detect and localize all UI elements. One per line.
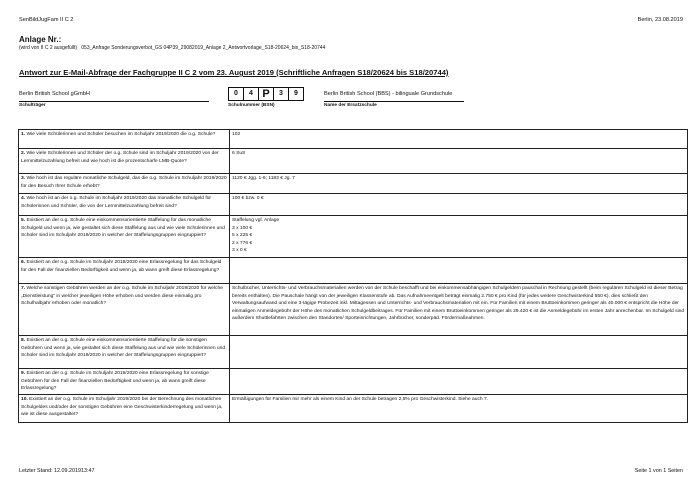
question-text: Existiert an der o.g. Schule eine einkommensorientierte Staffelung für das monatliche Schulgeld und wenn ja, wie gestaltet sich diese Staffelung aus und wie viele Schülerinnen und Schüler sind im Schuljahr 2019/2020 in welcher der Staffelungsgruppen eingruppiert? bbox=[21, 218, 225, 239]
schulnummer-digit: 3 bbox=[273, 87, 289, 101]
table-row bbox=[19, 395, 688, 423]
answer-cell: 6 SuS bbox=[230, 149, 688, 174]
schulnummer-boxes bbox=[228, 87, 303, 101]
question-text: Welche sonstigen Gebühren werden an der o.g. Schule im Schuljahr 2019/2020 für welche „Dienstleistung“ in welcher jeweiligen Höhe erhoben und werden diese einmalig pro Schulhalbjahr erhoben oder monatlich? bbox=[21, 286, 223, 307]
table-row bbox=[19, 336, 688, 369]
question-text: Wie viele Schülerinnen und Schüler der o.g. Schule sind im Schuljahr 2019/2020 von der Lernmittelzuzahlung befreit und wie hoch ist die prozentscharfe LMB-Quote? bbox=[21, 151, 219, 164]
schulnummer-digit: P bbox=[258, 87, 274, 101]
question-number: 8. bbox=[21, 338, 26, 343]
table-row bbox=[19, 284, 688, 336]
answer-cell: Ermäßigungen für Familien mir mehr als einem Kind an der Schule betragen 2,5% pro Geschwisterkind. Siehe auch 7. bbox=[230, 395, 688, 423]
schultraeger-label: Schulträger bbox=[19, 103, 46, 108]
schulnummer-digit: 9 bbox=[288, 87, 304, 101]
answer-cell: Staffelung vgl. Anlage 3 x 100 € 5 x 225 € 2 x 776 € 3 x 0 € bbox=[230, 216, 688, 258]
question-text: Existiert an der o.g. Schule im Schuljahr 2019/2020 bei der Berechnung des monatlichen Schulgeldes und/oder der sonstigen Gebühren eine Geschwisterkinderregelung und wenn ja, wie ist diese ausgestaltet? bbox=[21, 397, 223, 418]
ersatzschule-value: Berlin British School (BBS) - bilinguale Grundschule bbox=[324, 91, 453, 97]
answer-cell bbox=[230, 336, 688, 369]
question-cell bbox=[19, 284, 230, 336]
question-text: Wie hoch ist das reguläre monatliche Schulgeld, das die o.g. Schule im Schuljahr 2019/2020 für den Besuch Ihrer Schule erhebt? bbox=[21, 176, 227, 189]
table-row bbox=[19, 369, 688, 395]
question-text: Existiert an der o.g. Schule im Schuljahr 2019/2020 eine Erlassregelung für das Schulgeld für den Fall der finanziellen Bedürftigkeit und wenn ja, ab wann greift diese Erlassregelung? bbox=[21, 260, 222, 273]
question-cell bbox=[19, 395, 230, 423]
question-cell bbox=[19, 258, 230, 284]
anlage-subtitle bbox=[19, 45, 325, 51]
question-number: 7. bbox=[21, 286, 26, 291]
question-number: 9. bbox=[21, 371, 26, 376]
header-department: SenBildJugFam II C 2 bbox=[19, 17, 74, 23]
question-cell bbox=[19, 216, 230, 258]
question-cell bbox=[19, 194, 230, 216]
header-date: Berlin, 23.08.2019 bbox=[637, 17, 683, 23]
question-number: 4. bbox=[21, 196, 26, 201]
schulnummer-digit: 4 bbox=[243, 87, 259, 101]
question-cell bbox=[19, 174, 230, 194]
question-number: 5. bbox=[21, 218, 26, 223]
table-row bbox=[19, 258, 688, 284]
question-number: 6. bbox=[21, 260, 26, 265]
question-cell bbox=[19, 149, 230, 174]
question-cell bbox=[19, 336, 230, 369]
anlage-file-name: 053_Anfrage Sonderungsverbot_GS 04P39_29082019_Anlage 2_Antwortvorlage_S18-20624_bis_S18-20744 bbox=[81, 45, 326, 51]
ersatzschule-underline bbox=[324, 101, 464, 102]
footer-page-number: Seite 1 von 1 Seiten bbox=[634, 468, 683, 474]
schulnummer-digit: 0 bbox=[228, 87, 244, 101]
answer-cell: 102 bbox=[230, 130, 688, 149]
table-row bbox=[19, 130, 688, 149]
question-cell bbox=[19, 369, 230, 395]
table-row bbox=[19, 216, 688, 258]
document-title: Antwort zur E-Mail-Abfrage der Fachgruppe II C 2 vom 23. August 2019 (Schriftliche Anfragen S18/20624 bis S18/20744) bbox=[19, 68, 449, 77]
schulnummer-label: Schulnummer (BSN) bbox=[228, 103, 275, 108]
table-row bbox=[19, 174, 688, 194]
answer-cell: 100 € bzw. 0 € bbox=[230, 194, 688, 216]
footer-last-updated: Letzter Stand: 12.09.201913:47 bbox=[19, 468, 95, 474]
question-number: 1. bbox=[21, 132, 26, 137]
answer-cell: 1120 € Jgg. 1-6; 1183 € Jg. 7 bbox=[230, 174, 688, 194]
schultraeger-underline bbox=[19, 101, 209, 102]
question-number: 2. bbox=[21, 151, 26, 156]
answer-cell bbox=[230, 258, 688, 284]
question-number: 10. bbox=[21, 397, 28, 402]
question-text: Wie hoch ist an der o.g. Schule im Schuljahr 2019/2020 das monatliche Schulgeld für Schülerinnen und Schüler, die von der Lernmittelzuzahlung befreit sind? bbox=[21, 196, 212, 209]
question-number: 3. bbox=[21, 176, 26, 181]
question-answer-table bbox=[18, 129, 688, 423]
table-row bbox=[19, 149, 688, 174]
answer-cell: Schulbücher, Unterrichts- und Verbrauchsmaterialien werden von der Schule beschafft und bei einkommensabhängigen Schulgeldern pauschal in Rechnung gestellt (beim regulären Schulgeld ist dieser Betrag bereits enthalten). Die Pauschale hängt von der jeweiligen Klassenstufe ab. Das Aufnahmeentgelt beträgt einmalig 2.750 € pro Kind (für jedes weitere Geschwisterkind 550 €), dies schließt den Verwaltungsaufwand und eine 3-tägige Probezeit inkl. Mittagessen und Unterrichts- und Verbrauchsmaterialien mit ein. Für Familien mit einem Bruttoeinkommen geringer als 40.000 € entspricht die Höhe der einmaligen Anmeldegebühr der Höhe des monatlichen Schulgeldbeitrages. Für Familien mit einem Bruttoeinkommen geringer als 29.420 € ist die Anmeldegebühr im ersten Jahr anrechenbar. Im Schulgeld sind außerdem Shuttlefahrten zwischen den Standorten/ Sporteinrichtungen, Jahrbücher, sonderpäd. Fördermaßnahmen. bbox=[230, 284, 688, 336]
ersatzschule-label: Name der Ersatzschule bbox=[324, 103, 377, 108]
schultraeger-value: Berlin British School gGmbH bbox=[19, 91, 90, 97]
table-row bbox=[19, 194, 688, 216]
anlage-title: Anlage Nr.: bbox=[19, 35, 62, 44]
question-text: Wie viele Schülerinnen und Schüler besuchen im Schuljahr 2019/2020 die o.g. Schule? bbox=[26, 132, 216, 137]
question-cell bbox=[19, 130, 230, 149]
anlage-subtitle-prefix: (wird von II C 2 ausgefüllt) bbox=[19, 45, 78, 51]
question-text: Existiert an der o.g. Schule eine einkommensorientierte Staffelung für die sonstigen Gebühren und wenn ja, wie gestaltet sich diese Staffelung aus und wie viele Schülerinnen und Schüler sind im Schuljahr 2019/2020 in welcher der Staffelungsgruppen eingruppiert? bbox=[21, 338, 226, 359]
question-text: Existiert an der o.g. Schule im Schuljahr 2019/2020 eine Erlassregelung für sonstige Gebühren für den Fall der finanziellen Bedürftigkeit und wenn ja, ab wann greift diese Erlassregelung? bbox=[21, 371, 209, 392]
answer-cell bbox=[230, 369, 688, 395]
